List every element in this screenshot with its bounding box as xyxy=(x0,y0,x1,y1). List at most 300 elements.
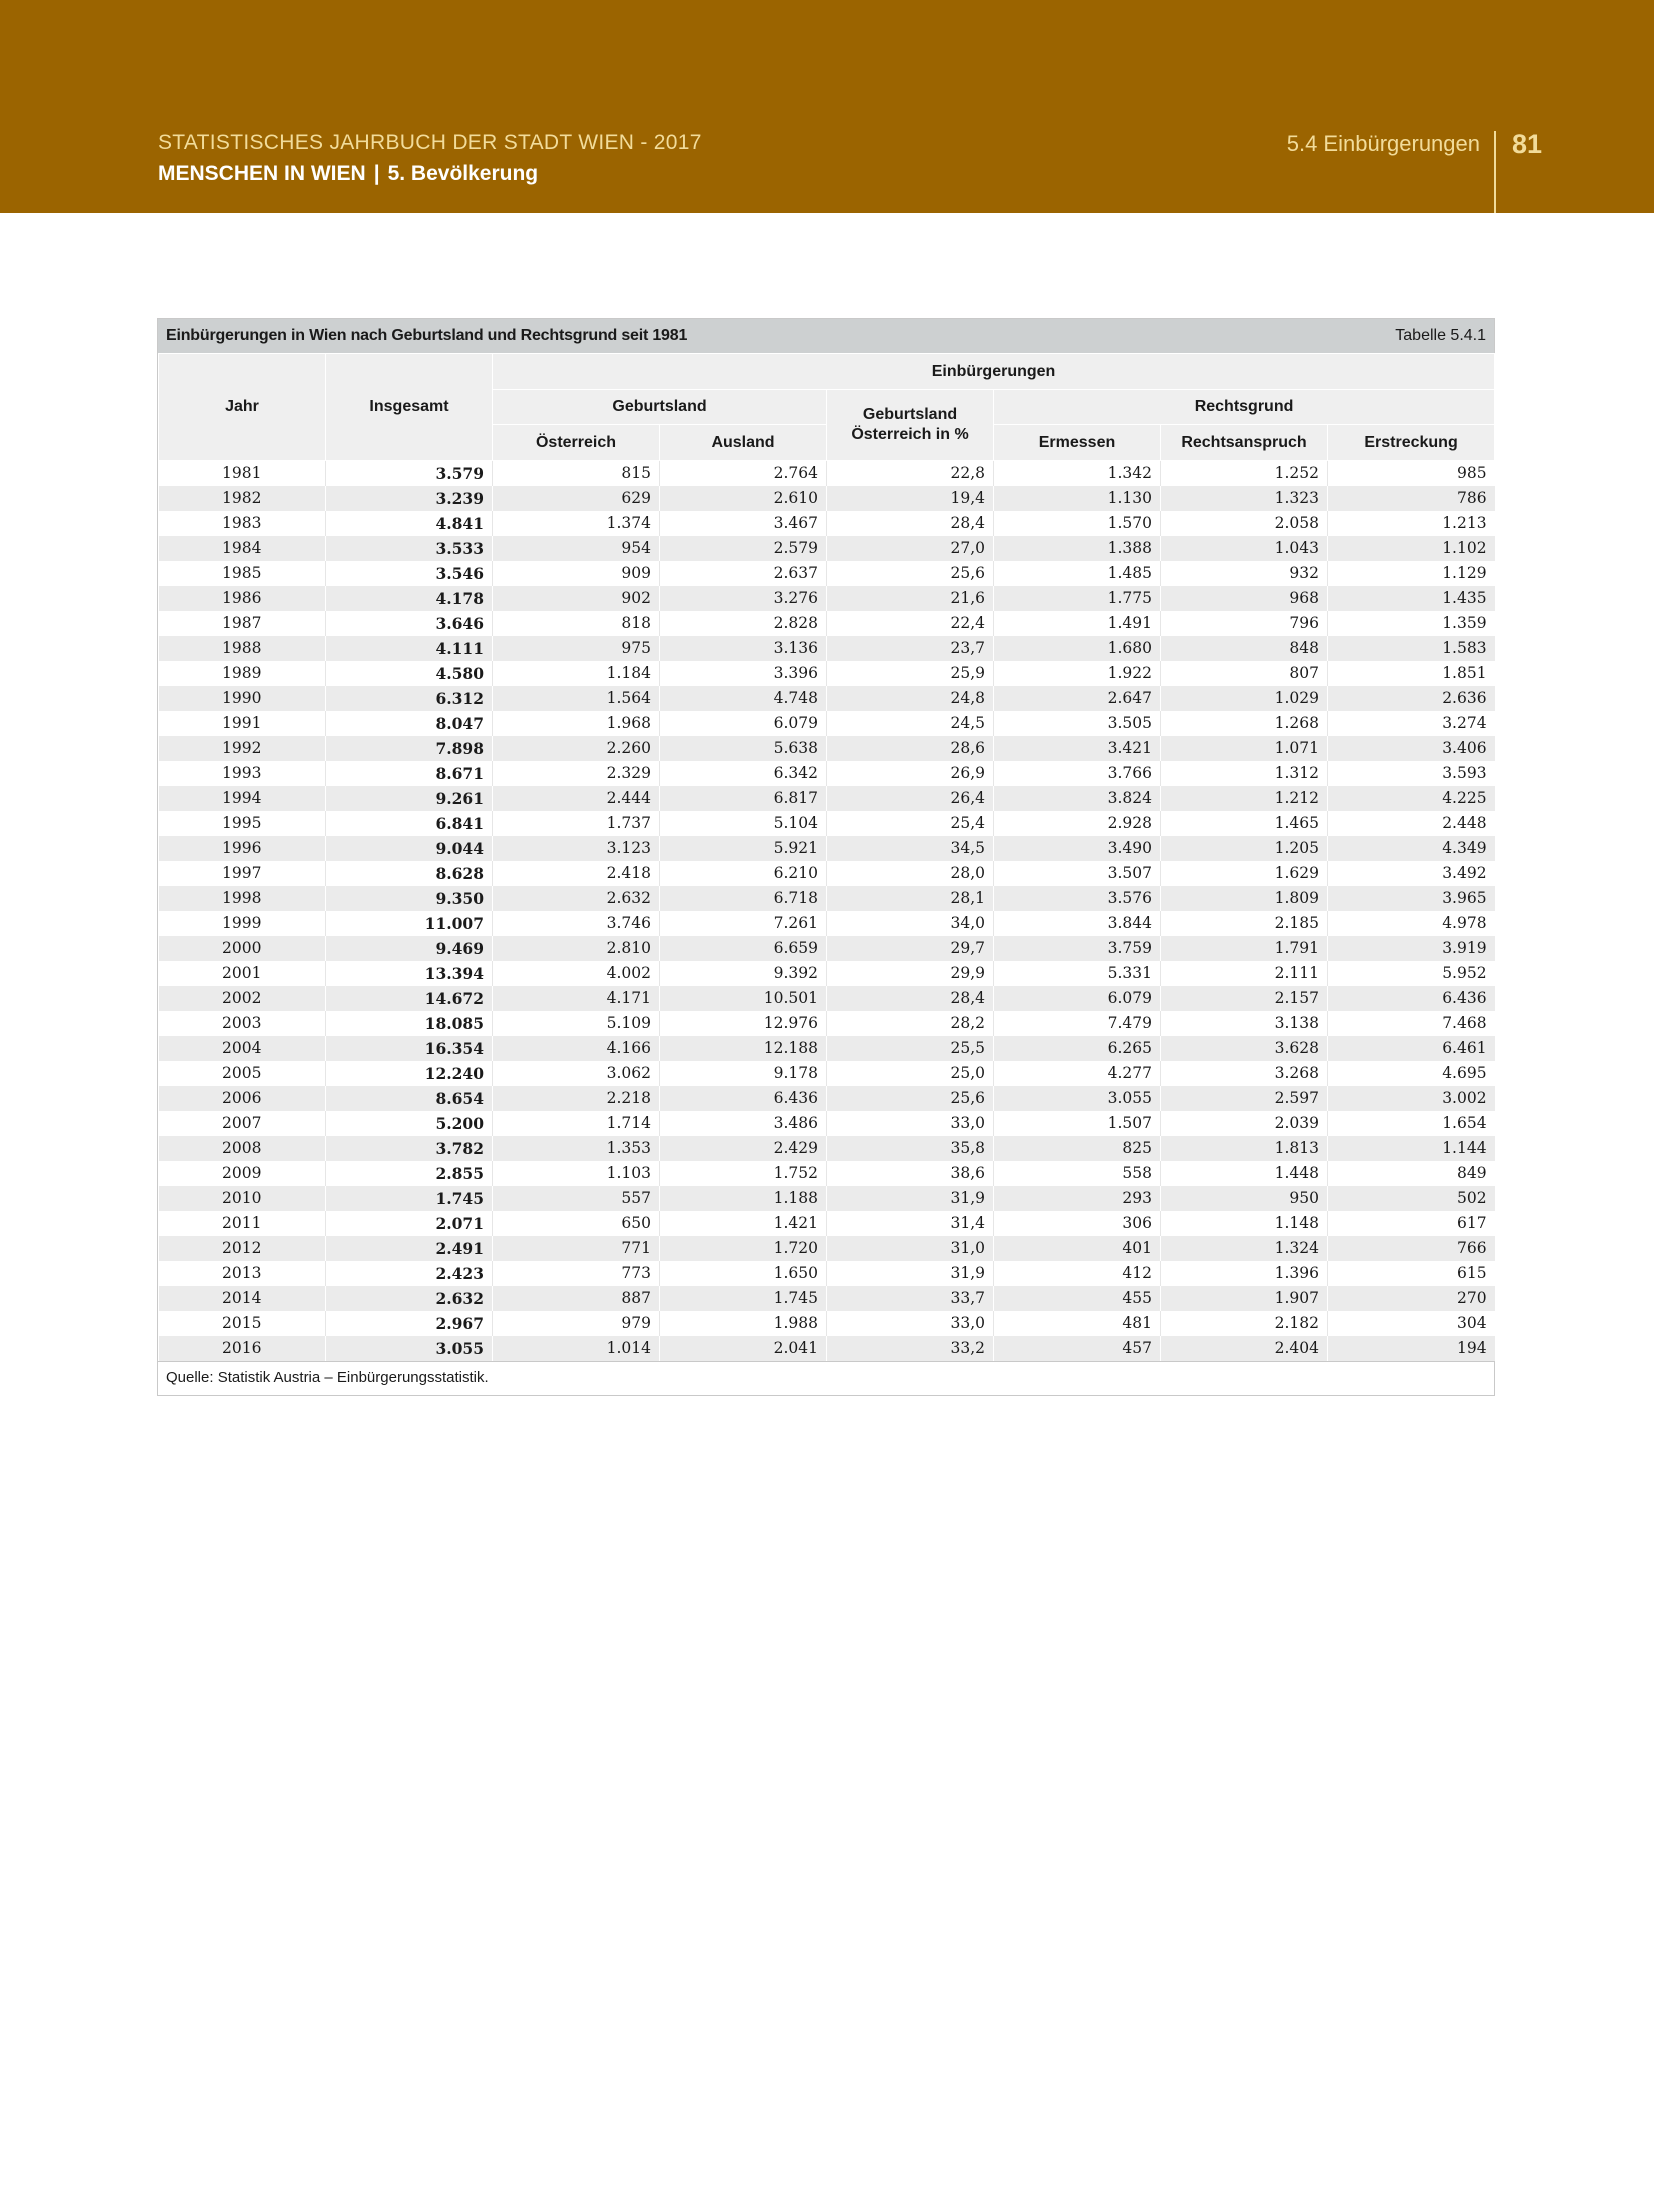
cell-geb-pct: 28,2 xyxy=(827,1011,994,1036)
cell-geb-ausland: 3.467 xyxy=(660,511,827,536)
cell-erstreckung: 1.144 xyxy=(1328,1136,1495,1161)
cell-geb-pct: 28,0 xyxy=(827,861,994,886)
table-row xyxy=(159,611,1495,636)
table-row xyxy=(159,1161,1495,1186)
cell-total: 4.111 xyxy=(326,636,493,661)
cell-total: 2.071 xyxy=(326,1211,493,1236)
table-row xyxy=(159,1286,1495,1311)
cell-year: 2011 xyxy=(159,1211,326,1236)
table-row xyxy=(159,1111,1495,1136)
table-title-bar xyxy=(158,319,1494,353)
cell-erstreckung: 1.213 xyxy=(1328,511,1495,536)
cell-rechtsanspruch: 1.312 xyxy=(1161,761,1328,786)
cell-ermessen: 455 xyxy=(994,1286,1161,1311)
cell-total: 6.841 xyxy=(326,811,493,836)
cell-geb-oesterreich: 1.564 xyxy=(493,686,660,711)
header-divider xyxy=(1494,131,1496,213)
cell-rechtsanspruch: 796 xyxy=(1161,611,1328,636)
cell-geb-ausland: 9.178 xyxy=(660,1061,827,1086)
table-row xyxy=(159,461,1495,487)
cell-geb-pct: 33,2 xyxy=(827,1336,994,1361)
cell-ermessen: 6.079 xyxy=(994,986,1161,1011)
cell-geb-oesterreich: 2.810 xyxy=(493,936,660,961)
table-row xyxy=(159,911,1495,936)
table-row xyxy=(159,986,1495,1011)
cell-geb-pct: 26,4 xyxy=(827,786,994,811)
cell-year: 1993 xyxy=(159,761,326,786)
cell-geb-oesterreich: 629 xyxy=(493,486,660,511)
cell-ermessen: 1.485 xyxy=(994,561,1161,586)
cell-total: 5.200 xyxy=(326,1111,493,1136)
cell-ermessen: 1.130 xyxy=(994,486,1161,511)
cell-total: 16.354 xyxy=(326,1036,493,1061)
cell-erstreckung: 502 xyxy=(1328,1186,1495,1211)
cell-geb-oesterreich: 3.062 xyxy=(493,1061,660,1086)
cell-total: 3.782 xyxy=(326,1136,493,1161)
cell-rechtsanspruch: 848 xyxy=(1161,636,1328,661)
chapter-sub: 5. Bevölkerung xyxy=(387,162,539,185)
cell-year: 1989 xyxy=(159,661,326,686)
cell-ermessen: 1.507 xyxy=(994,1111,1161,1136)
table-row xyxy=(159,1061,1495,1086)
cell-erstreckung: 2.448 xyxy=(1328,811,1495,836)
cell-year: 2012 xyxy=(159,1236,326,1261)
cell-geb-pct: 34,0 xyxy=(827,911,994,936)
cell-geb-ausland: 6.659 xyxy=(660,936,827,961)
cell-year: 1981 xyxy=(159,461,326,487)
cell-year: 1986 xyxy=(159,586,326,611)
cell-rechtsanspruch: 950 xyxy=(1161,1186,1328,1211)
cell-geb-pct: 22,4 xyxy=(827,611,994,636)
cell-year: 1998 xyxy=(159,886,326,911)
table-number: Tabelle 5.4.1 xyxy=(1395,327,1486,344)
cell-total: 9.350 xyxy=(326,886,493,911)
cell-rechtsanspruch: 1.907 xyxy=(1161,1286,1328,1311)
page-number: 81 xyxy=(1512,129,1543,159)
cell-total: 9.261 xyxy=(326,786,493,811)
cell-ermessen: 3.490 xyxy=(994,836,1161,861)
cell-rechtsanspruch: 1.448 xyxy=(1161,1161,1328,1186)
table-row xyxy=(159,561,1495,586)
cell-total: 2.967 xyxy=(326,1311,493,1336)
cell-ermessen: 1.922 xyxy=(994,661,1161,686)
cell-erstreckung: 4.225 xyxy=(1328,786,1495,811)
cell-total: 2.491 xyxy=(326,1236,493,1261)
cell-geb-ausland: 6.210 xyxy=(660,861,827,886)
cell-geb-ausland: 2.429 xyxy=(660,1136,827,1161)
cell-geb-ausland: 10.501 xyxy=(660,986,827,1011)
cell-rechtsanspruch: 1.043 xyxy=(1161,536,1328,561)
cell-rechtsanspruch: 968 xyxy=(1161,586,1328,611)
cell-geb-pct: 24,8 xyxy=(827,686,994,711)
cell-geb-ausland: 3.396 xyxy=(660,661,827,686)
cell-erstreckung: 3.965 xyxy=(1328,886,1495,911)
cell-rechtsanspruch: 807 xyxy=(1161,661,1328,686)
cell-rechtsanspruch: 1.791 xyxy=(1161,936,1328,961)
cell-erstreckung: 4.349 xyxy=(1328,836,1495,861)
cell-rechtsanspruch: 2.039 xyxy=(1161,1111,1328,1136)
table-row xyxy=(159,736,1495,761)
cell-geb-pct: 33,0 xyxy=(827,1311,994,1336)
chapter-breadcrumb xyxy=(158,162,538,186)
cell-geb-ausland: 1.745 xyxy=(660,1286,827,1311)
cell-year: 2006 xyxy=(159,1086,326,1111)
cell-year: 2004 xyxy=(159,1036,326,1061)
cell-ermessen: 3.421 xyxy=(994,736,1161,761)
cell-year: 1997 xyxy=(159,861,326,886)
page-header-band xyxy=(0,0,1654,213)
cell-geb-pct: 22,8 xyxy=(827,461,994,487)
cell-geb-ausland: 12.188 xyxy=(660,1036,827,1061)
cell-year: 1984 xyxy=(159,536,326,561)
cell-geb-pct: 25,0 xyxy=(827,1061,994,1086)
table-row xyxy=(159,1136,1495,1161)
cell-geb-oesterreich: 2.218 xyxy=(493,1086,660,1111)
cell-year: 1991 xyxy=(159,711,326,736)
cell-geb-pct: 31,4 xyxy=(827,1211,994,1236)
cell-erstreckung: 849 xyxy=(1328,1161,1495,1186)
table-row xyxy=(159,961,1495,986)
cell-geb-oesterreich: 1.714 xyxy=(493,1111,660,1136)
cell-total: 9.469 xyxy=(326,936,493,961)
cell-year: 2007 xyxy=(159,1111,326,1136)
table-source xyxy=(158,1361,1494,1395)
cell-erstreckung: 615 xyxy=(1328,1261,1495,1286)
cell-total: 3.239 xyxy=(326,486,493,511)
cell-rechtsanspruch: 3.628 xyxy=(1161,1036,1328,1061)
cell-year: 2003 xyxy=(159,1011,326,1036)
cell-rechtsanspruch: 3.268 xyxy=(1161,1061,1328,1086)
cell-geb-pct: 33,0 xyxy=(827,1111,994,1136)
cell-total: 8.671 xyxy=(326,761,493,786)
cell-geb-pct: 31,9 xyxy=(827,1186,994,1211)
cell-geb-oesterreich: 2.444 xyxy=(493,786,660,811)
cell-erstreckung: 985 xyxy=(1328,461,1495,487)
cell-geb-ausland: 2.828 xyxy=(660,611,827,636)
cell-rechtsanspruch: 2.058 xyxy=(1161,511,1328,536)
cell-rechtsanspruch: 3.138 xyxy=(1161,1011,1328,1036)
cell-geb-pct: 28,4 xyxy=(827,986,994,1011)
cell-geb-oesterreich: 954 xyxy=(493,536,660,561)
cell-year: 2000 xyxy=(159,936,326,961)
cell-rechtsanspruch: 1.813 xyxy=(1161,1136,1328,1161)
cell-geb-ausland: 5.638 xyxy=(660,736,827,761)
cell-total: 3.546 xyxy=(326,561,493,586)
header-ermessen: Ermessen xyxy=(994,425,1161,461)
cell-rechtsanspruch: 2.185 xyxy=(1161,911,1328,936)
cell-geb-pct: 35,8 xyxy=(827,1136,994,1161)
cell-ermessen: 6.265 xyxy=(994,1036,1161,1061)
cell-ermessen: 3.824 xyxy=(994,786,1161,811)
cell-rechtsanspruch: 2.111 xyxy=(1161,961,1328,986)
cell-geb-pct: 25,4 xyxy=(827,811,994,836)
cell-year: 1994 xyxy=(159,786,326,811)
cell-geb-pct: 31,0 xyxy=(827,1236,994,1261)
table-row xyxy=(159,536,1495,561)
cell-erstreckung: 1.435 xyxy=(1328,586,1495,611)
cell-rechtsanspruch: 1.396 xyxy=(1161,1261,1328,1286)
cell-geb-pct: 25,5 xyxy=(827,1036,994,1061)
cell-geb-oesterreich: 4.171 xyxy=(493,986,660,1011)
table-row xyxy=(159,661,1495,686)
cell-ermessen: 1.680 xyxy=(994,636,1161,661)
cell-geb-pct: 25,6 xyxy=(827,1086,994,1111)
cell-year: 1995 xyxy=(159,811,326,836)
cell-geb-oesterreich: 3.746 xyxy=(493,911,660,936)
cell-geb-ausland: 6.079 xyxy=(660,711,827,736)
cell-geb-oesterreich: 815 xyxy=(493,461,660,487)
cell-erstreckung: 3.406 xyxy=(1328,736,1495,761)
cell-ermessen: 1.491 xyxy=(994,611,1161,636)
cell-total: 18.085 xyxy=(326,1011,493,1036)
header-erstreckung: Erstreckung xyxy=(1328,425,1495,461)
cell-total: 3.533 xyxy=(326,536,493,561)
cell-geb-ausland: 5.104 xyxy=(660,811,827,836)
cell-total: 4.841 xyxy=(326,511,493,536)
cell-geb-pct: 26,9 xyxy=(827,761,994,786)
table-row xyxy=(159,1336,1495,1361)
cell-total: 11.007 xyxy=(326,911,493,936)
cell-geb-oesterreich: 902 xyxy=(493,586,660,611)
cell-ermessen: 558 xyxy=(994,1161,1161,1186)
cell-geb-oesterreich: 1.014 xyxy=(493,1336,660,1361)
table-row xyxy=(159,811,1495,836)
cell-geb-pct: 25,6 xyxy=(827,561,994,586)
cell-geb-pct: 33,7 xyxy=(827,1286,994,1311)
cell-geb-oesterreich: 887 xyxy=(493,1286,660,1311)
cell-ermessen: 825 xyxy=(994,1136,1161,1161)
cell-geb-ausland: 1.421 xyxy=(660,1211,827,1236)
cell-geb-oesterreich: 771 xyxy=(493,1236,660,1261)
data-table xyxy=(158,353,1495,1361)
cell-geb-oesterreich: 2.418 xyxy=(493,861,660,886)
cell-rechtsanspruch: 1.809 xyxy=(1161,886,1328,911)
cell-geb-pct: 31,9 xyxy=(827,1261,994,1286)
cell-geb-oesterreich: 557 xyxy=(493,1186,660,1211)
cell-year: 2002 xyxy=(159,986,326,1011)
cell-rechtsanspruch: 1.268 xyxy=(1161,711,1328,736)
cell-ermessen: 2.928 xyxy=(994,811,1161,836)
cell-erstreckung: 766 xyxy=(1328,1236,1495,1261)
cell-geb-oesterreich: 2.632 xyxy=(493,886,660,911)
cell-geb-pct: 29,7 xyxy=(827,936,994,961)
cell-geb-oesterreich: 1.968 xyxy=(493,711,660,736)
cell-year: 2010 xyxy=(159,1186,326,1211)
cell-geb-oesterreich: 818 xyxy=(493,611,660,636)
header-ausland: Ausland xyxy=(660,425,827,461)
cell-total: 8.654 xyxy=(326,1086,493,1111)
cell-geb-oesterreich: 773 xyxy=(493,1261,660,1286)
publication-title: STATISTISCHES JAHRBUCH DER STADT WIEN - 2017 xyxy=(158,131,702,154)
cell-total: 7.898 xyxy=(326,736,493,761)
table-row xyxy=(159,1011,1495,1036)
cell-ermessen: 4.277 xyxy=(994,1061,1161,1086)
cell-geb-pct: 21,6 xyxy=(827,586,994,611)
cell-year: 2015 xyxy=(159,1311,326,1336)
cell-geb-oesterreich: 1.737 xyxy=(493,811,660,836)
table-row xyxy=(159,761,1495,786)
header-einbuergerungen: Einbürgerungen xyxy=(493,354,1495,390)
cell-geb-oesterreich: 4.166 xyxy=(493,1036,660,1061)
cell-total: 6.312 xyxy=(326,686,493,711)
cell-ermessen: 293 xyxy=(994,1186,1161,1211)
cell-erstreckung: 2.636 xyxy=(1328,686,1495,711)
cell-geb-oesterreich: 2.329 xyxy=(493,761,660,786)
cell-geb-pct: 28,6 xyxy=(827,736,994,761)
cell-erstreckung: 4.695 xyxy=(1328,1061,1495,1086)
cell-geb-oesterreich: 1.374 xyxy=(493,511,660,536)
cell-ermessen: 1.342 xyxy=(994,461,1161,487)
cell-geb-ausland: 2.637 xyxy=(660,561,827,586)
header-insgesamt: Insgesamt xyxy=(326,354,493,461)
header-geburtsland: Geburtsland xyxy=(493,390,827,425)
cell-year: 1982 xyxy=(159,486,326,511)
cell-erstreckung: 1.129 xyxy=(1328,561,1495,586)
cell-geb-oesterreich: 3.123 xyxy=(493,836,660,861)
cell-geb-oesterreich: 909 xyxy=(493,561,660,586)
cell-year: 1990 xyxy=(159,686,326,711)
cell-erstreckung: 3.593 xyxy=(1328,761,1495,786)
cell-geb-ausland: 2.764 xyxy=(660,461,827,487)
cell-ermessen: 5.331 xyxy=(994,961,1161,986)
cell-ermessen: 481 xyxy=(994,1311,1161,1336)
cell-ermessen: 1.388 xyxy=(994,536,1161,561)
cell-year: 2001 xyxy=(159,961,326,986)
cell-geb-pct: 34,5 xyxy=(827,836,994,861)
cell-rechtsanspruch: 2.157 xyxy=(1161,986,1328,1011)
cell-erstreckung: 1.102 xyxy=(1328,536,1495,561)
table-row xyxy=(159,861,1495,886)
cell-rechtsanspruch: 1.629 xyxy=(1161,861,1328,886)
table-row xyxy=(159,836,1495,861)
table-title: Einbürgerungen in Wien nach Geburtsland und Rechtsgrund seit 1981 xyxy=(166,327,688,344)
cell-geb-pct: 23,7 xyxy=(827,636,994,661)
cell-rechtsanspruch: 1.465 xyxy=(1161,811,1328,836)
table-row xyxy=(159,1086,1495,1111)
table-row xyxy=(159,511,1495,536)
cell-year: 2008 xyxy=(159,1136,326,1161)
table-row xyxy=(159,686,1495,711)
cell-geb-oesterreich: 1.103 xyxy=(493,1161,660,1186)
cell-geb-ausland: 7.261 xyxy=(660,911,827,936)
cell-geb-oesterreich: 1.353 xyxy=(493,1136,660,1161)
table-row xyxy=(159,586,1495,611)
table-row xyxy=(159,1236,1495,1261)
cell-geb-pct: 27,0 xyxy=(827,536,994,561)
cell-total: 3.579 xyxy=(326,461,493,487)
cell-total: 9.044 xyxy=(326,836,493,861)
cell-total: 3.055 xyxy=(326,1336,493,1361)
header-oesterreich: Österreich xyxy=(493,425,660,461)
cell-geb-ausland: 1.720 xyxy=(660,1236,827,1261)
cell-geb-ausland: 6.436 xyxy=(660,1086,827,1111)
cell-geb-ausland: 2.610 xyxy=(660,486,827,511)
header-rechtsgrund: Rechtsgrund xyxy=(994,390,1495,425)
cell-geb-ausland: 9.392 xyxy=(660,961,827,986)
cell-rechtsanspruch: 1.323 xyxy=(1161,486,1328,511)
cell-erstreckung: 270 xyxy=(1328,1286,1495,1311)
cell-year: 1983 xyxy=(159,511,326,536)
header-jahr: Jahr xyxy=(159,354,326,461)
cell-ermessen: 3.766 xyxy=(994,761,1161,786)
cell-geb-pct: 38,6 xyxy=(827,1161,994,1186)
cell-rechtsanspruch: 2.404 xyxy=(1161,1336,1328,1361)
cell-rechtsanspruch: 1.324 xyxy=(1161,1236,1328,1261)
cell-rechtsanspruch: 1.252 xyxy=(1161,461,1328,487)
cell-year: 1987 xyxy=(159,611,326,636)
cell-erstreckung: 1.851 xyxy=(1328,661,1495,686)
cell-geb-ausland: 1.988 xyxy=(660,1311,827,1336)
cell-erstreckung: 5.952 xyxy=(1328,961,1495,986)
cell-erstreckung: 3.274 xyxy=(1328,711,1495,736)
source-note: Quelle: Statistik Austria – Einbürgerungsstatistik. xyxy=(166,1369,489,1386)
cell-total: 4.580 xyxy=(326,661,493,686)
cell-geb-oesterreich: 979 xyxy=(493,1311,660,1336)
cell-rechtsanspruch: 1.148 xyxy=(1161,1211,1328,1236)
cell-rechtsanspruch: 1.212 xyxy=(1161,786,1328,811)
cell-total: 4.178 xyxy=(326,586,493,611)
cell-erstreckung: 786 xyxy=(1328,486,1495,511)
cell-ermessen: 306 xyxy=(994,1211,1161,1236)
cell-rechtsanspruch: 932 xyxy=(1161,561,1328,586)
table-row xyxy=(159,636,1495,661)
table-row xyxy=(159,1311,1495,1336)
cell-ermessen: 412 xyxy=(994,1261,1161,1286)
chapter-separator: | xyxy=(373,162,380,185)
cell-year: 2005 xyxy=(159,1061,326,1086)
table-row xyxy=(159,1261,1495,1286)
naturalization-table xyxy=(157,318,1495,1396)
cell-ermessen: 3.576 xyxy=(994,886,1161,911)
cell-erstreckung: 194 xyxy=(1328,1336,1495,1361)
chapter-main: MENSCHEN IN WIEN xyxy=(158,162,366,185)
cell-rechtsanspruch: 2.182 xyxy=(1161,1311,1328,1336)
cell-geb-ausland: 1.650 xyxy=(660,1261,827,1286)
cell-erstreckung: 7.468 xyxy=(1328,1011,1495,1036)
cell-ermessen: 3.055 xyxy=(994,1086,1161,1111)
cell-total: 13.394 xyxy=(326,961,493,986)
cell-geb-ausland: 6.342 xyxy=(660,761,827,786)
cell-erstreckung: 6.461 xyxy=(1328,1036,1495,1061)
header-geburtsland-pct xyxy=(827,390,994,461)
cell-ermessen: 3.505 xyxy=(994,711,1161,736)
cell-year: 2009 xyxy=(159,1161,326,1186)
table-row xyxy=(159,1036,1495,1061)
cell-year: 1988 xyxy=(159,636,326,661)
cell-ermessen: 3.507 xyxy=(994,861,1161,886)
cell-erstreckung: 1.654 xyxy=(1328,1111,1495,1136)
cell-geb-oesterreich: 5.109 xyxy=(493,1011,660,1036)
cell-geb-oesterreich: 650 xyxy=(493,1211,660,1236)
cell-geb-ausland: 3.276 xyxy=(660,586,827,611)
cell-ermessen: 2.647 xyxy=(994,686,1161,711)
cell-geb-ausland: 5.921 xyxy=(660,836,827,861)
cell-total: 3.646 xyxy=(326,611,493,636)
cell-erstreckung: 3.002 xyxy=(1328,1086,1495,1111)
cell-geb-pct: 25,9 xyxy=(827,661,994,686)
cell-year: 1996 xyxy=(159,836,326,861)
cell-geb-oesterreich: 975 xyxy=(493,636,660,661)
cell-total: 8.047 xyxy=(326,711,493,736)
cell-year: 2013 xyxy=(159,1261,326,1286)
cell-ermessen: 401 xyxy=(994,1236,1161,1261)
cell-geb-ausland: 3.136 xyxy=(660,636,827,661)
cell-total: 2.423 xyxy=(326,1261,493,1286)
cell-geb-ausland: 1.752 xyxy=(660,1161,827,1186)
table-row xyxy=(159,486,1495,511)
cell-geb-pct: 28,4 xyxy=(827,511,994,536)
cell-total: 2.632 xyxy=(326,1286,493,1311)
